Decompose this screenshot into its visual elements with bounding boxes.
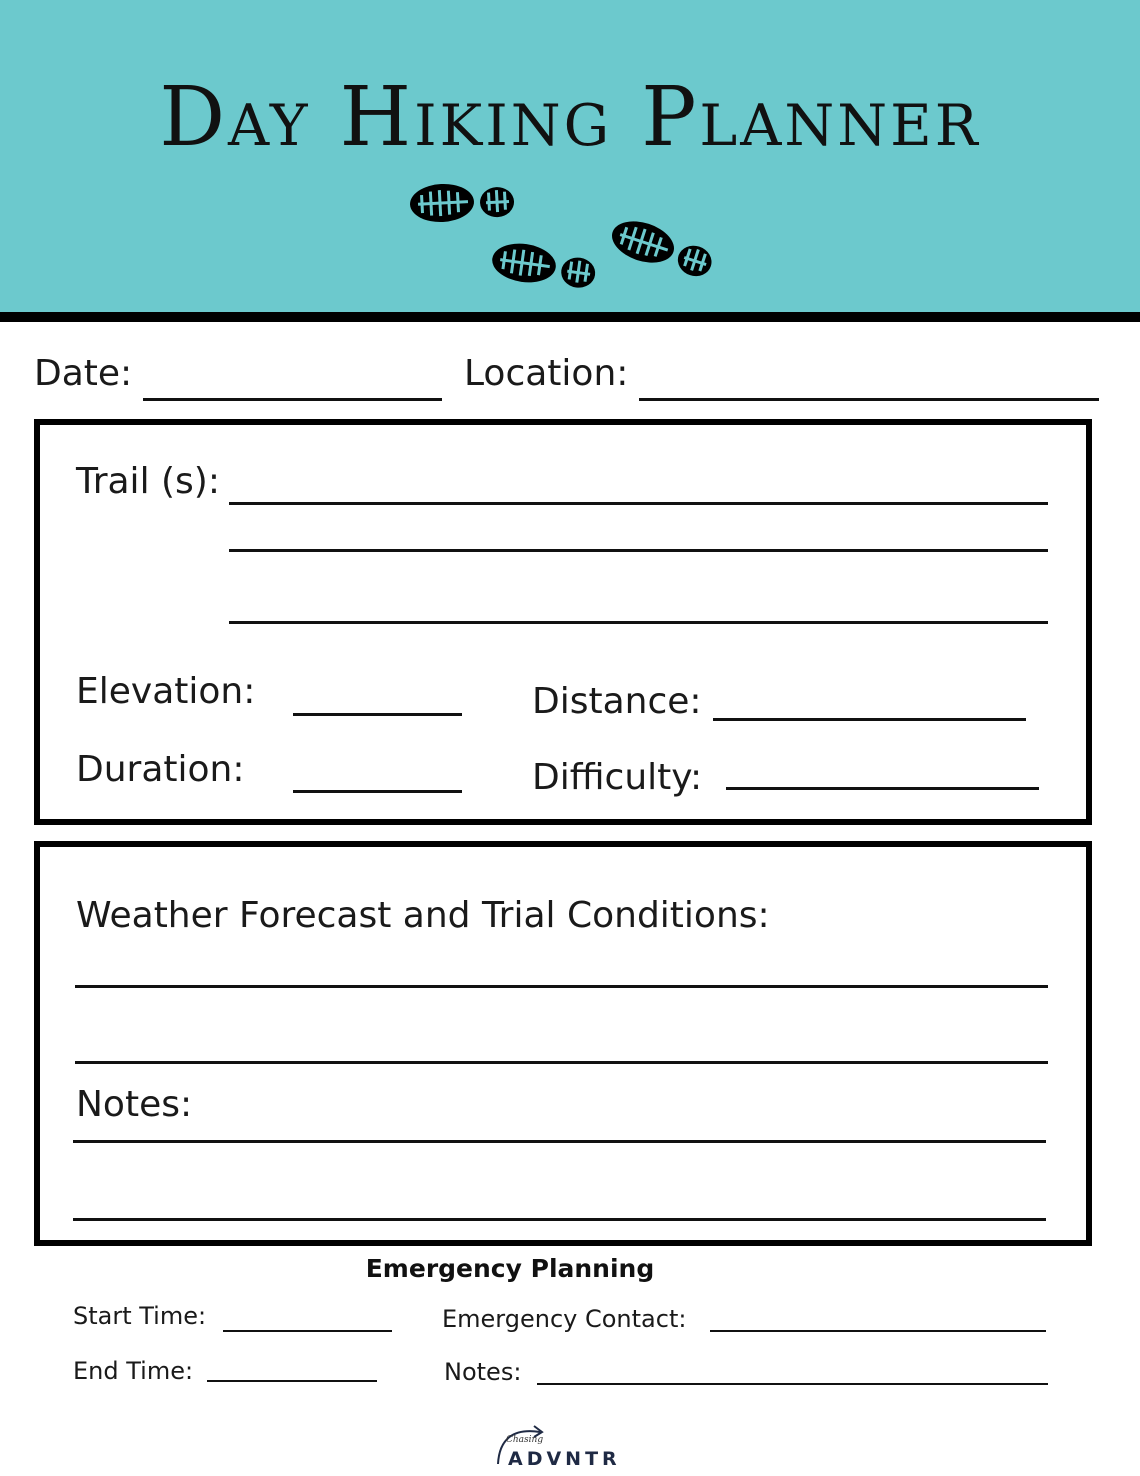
logo-script: Chasing <box>506 1435 544 1445</box>
trail-field-1[interactable] <box>229 502 1048 505</box>
duration-field[interactable] <box>293 790 462 793</box>
emergency-contact-label: Emergency Contact: <box>442 1305 687 1333</box>
location-field[interactable] <box>639 398 1099 401</box>
logo-wordmark: ADVNTR <box>508 1448 621 1470</box>
start-time-label: Start Time: <box>73 1302 207 1330</box>
emergency-notes-field[interactable] <box>537 1383 1048 1385</box>
elevation-label: Elevation: <box>76 671 256 712</box>
weather-field-1[interactable] <box>75 985 1048 988</box>
page-title: Day Hiking Planner <box>159 70 981 165</box>
end-time-field[interactable] <box>207 1380 377 1382</box>
weather-label: Weather Forecast and Trial Conditions: <box>76 895 770 936</box>
date-label: Date: <box>34 353 133 394</box>
emergency-contact-field[interactable] <box>710 1330 1046 1332</box>
header-divider <box>0 312 1140 322</box>
notes-field-1[interactable] <box>73 1140 1046 1143</box>
start-time-field[interactable] <box>223 1330 392 1332</box>
difficulty-field[interactable] <box>726 787 1039 790</box>
trail-field-2[interactable] <box>229 549 1048 552</box>
date-field[interactable] <box>143 398 442 401</box>
distance-label: Distance: <box>532 681 702 722</box>
emergency-title: Emergency Planning <box>365 1254 655 1283</box>
difficulty-label: Difficulty: <box>532 757 703 798</box>
emergency-notes-label: Notes: <box>444 1358 522 1386</box>
distance-field[interactable] <box>713 718 1026 721</box>
boot-footprints-icon <box>400 170 730 310</box>
duration-label: Duration: <box>76 749 245 790</box>
trails-label: Trail (s): <box>76 461 220 502</box>
notes-label: Notes: <box>76 1084 193 1125</box>
notes-field-2[interactable] <box>73 1218 1046 1221</box>
brand-logo <box>490 1420 630 1470</box>
weather-field-2[interactable] <box>75 1061 1048 1064</box>
end-time-label: End Time: <box>73 1357 194 1385</box>
location-label: Location: <box>464 353 629 394</box>
trail-field-3[interactable] <box>229 621 1048 624</box>
elevation-field[interactable] <box>293 713 462 716</box>
